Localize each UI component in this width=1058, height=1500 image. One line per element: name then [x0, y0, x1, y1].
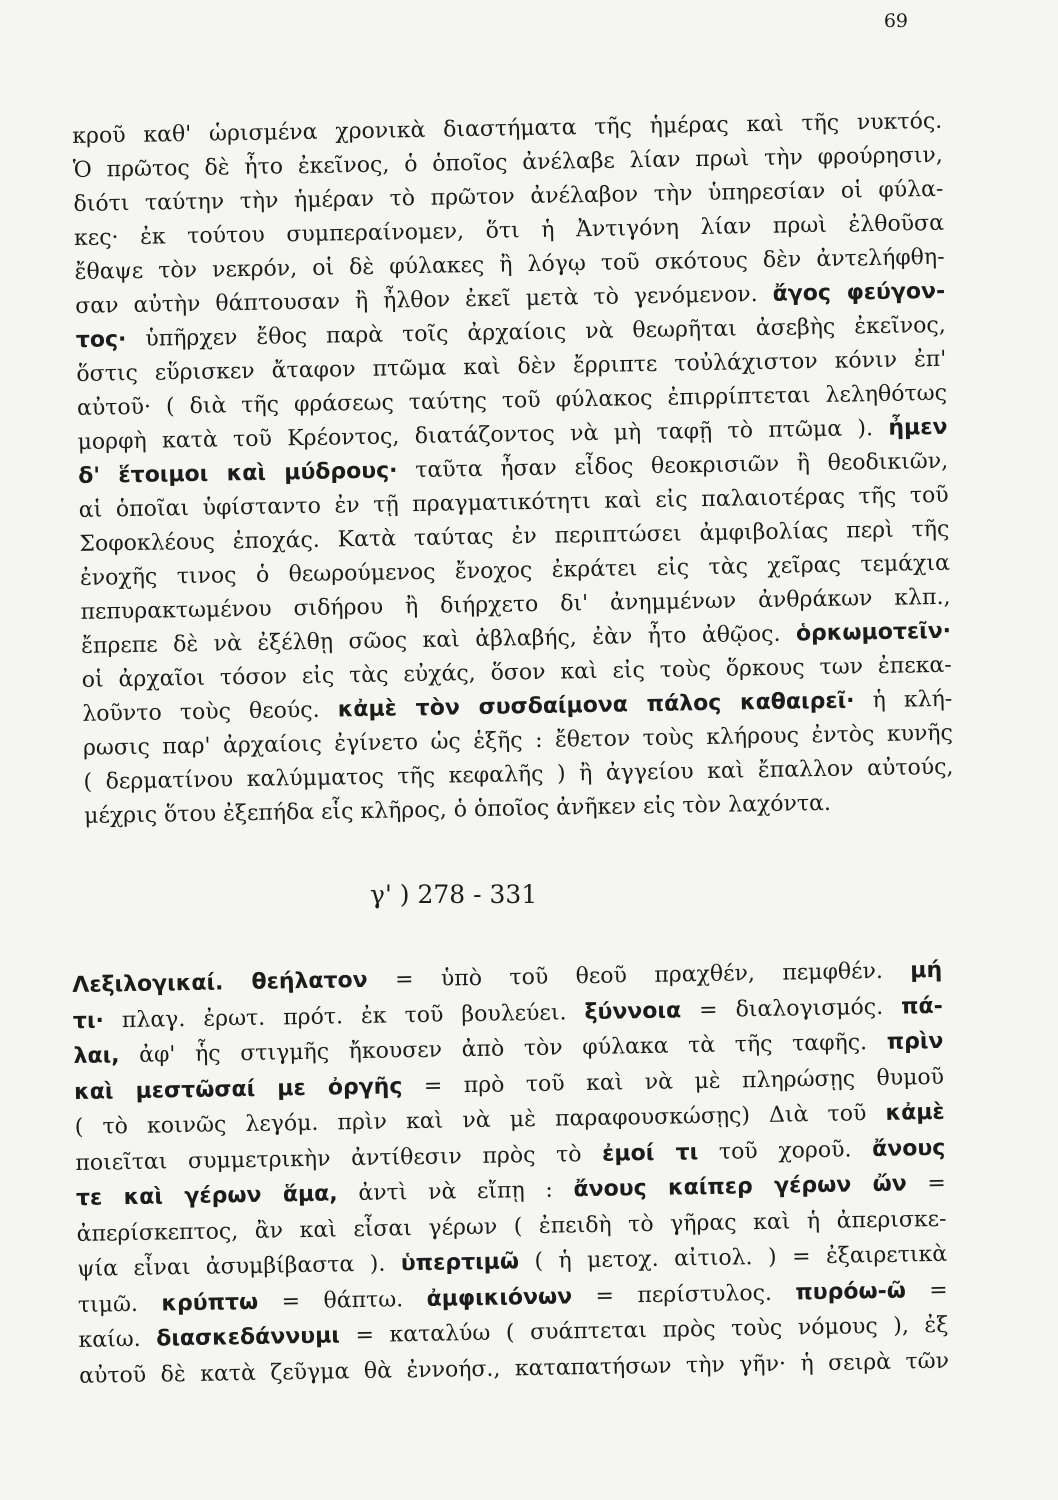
text-run: ἐνοχῆς τινος ὁ θεωρούμενος ἔνοχος ἐκράτει εἰς τὰς χεῖρας τεμάχια [79, 550, 951, 591]
text-run: ἡ κλή- [854, 686, 953, 714]
text-run: διότι ταύτην τὴν ἡμέραν τὸ πρῶτον ἀνέλαβον τὴν ὑπηρεσίαν οἱ φύλα- [73, 176, 944, 217]
bold-term: ἦμεν [888, 414, 948, 441]
text-run: αὐτοῦ· ( διὰ τῆς φράσεως ταύτης τοῦ φύλακος ἐπιρρίπτεται λεληθότως [76, 380, 948, 421]
section-heading: γ' ) 278 - 331 [370, 880, 538, 909]
bold-term: κἀμὲ [885, 1099, 945, 1126]
text-run: ( δερματίνου καλύμματος τῆς κεφαλῆς ) ἢ ἀγγείου καὶ ἔπαλλον αὐτούς, [83, 754, 954, 795]
bold-term: δ' ἕτοιμοι καὶ μύδρους· [78, 458, 398, 489]
text-run: Ὁ πρῶτος δὲ ἦτο ἐκεῖνος, ὁ ὁποῖος ἀνέλαβε λίαν πρωὶ τὴν φρούρησιν, [72, 142, 943, 183]
page-number: 69 [883, 10, 908, 32]
text-run: αἱ ὁποῖαι ὑφίσταντο ἐν τῇ πραγματικότητι καὶ εἰς παλαιοτέρας τῆς τοῦ [78, 482, 949, 523]
bold-term: πρὶν [886, 1028, 944, 1055]
bold-term: τος· [75, 327, 127, 353]
bold-term: ἄνους καίπερ γέρων ὤν [573, 1171, 907, 1203]
text-run: = περίστυλος. [571, 1279, 796, 1309]
bold-term: τε καὶ γέρων ἅμα, [75, 1181, 338, 1211]
bold-term: κἀμὲ τὸν συσδαίμονα πάλος καθαιρεῖ· [337, 688, 855, 723]
text-run: ἔθαψε τὸν νεκρόν, οἱ δὲ φύλακες ἢ λόγῳ τοῦ σκότους δὲν ἀντελήφθη- [74, 244, 945, 285]
text-run: μορφὴ κατὰ τοῦ Κρέοντος, διατάζοντος νὰ μὴ ταφῇ τὸ πτῶμα ). [77, 415, 889, 455]
text-run: ἀπερίσκεπτος, ἂν καὶ εἶσαι γέρων ( ἐπειδὴ τὸ γῆρας καὶ ἡ ἀπερισκε- [76, 1206, 947, 1247]
text-run: = καταλύω ( συάπτεται πρὸς τοὺς νόμους ), ἐξ [339, 1312, 949, 1349]
text-run: ψία εἶναι ἀσυμβίβαστα ). [77, 1251, 402, 1282]
text-run: ὑπῆρχεν ἔθος παρὰ τοῖς ἀρχαίοις νὰ θεωρῆται ἀσεβὴς ἐκεῖνος, [126, 312, 946, 353]
text-run: κες· ἐκ τούτου συμπεραίνομεν, ὅτι ἡ Ἀντιγόνη λίαν πρωὶ ἐλθοῦσα [73, 210, 945, 251]
text-run: μέχρις ὅτου ἐξεπήδα εἷς κλῆρος, ὁ ὁποῖος ἀνῆκεν εἰς τὸν λαχόντα. [83, 790, 832, 829]
bold-term: ὁρκωμοτεῖν· [795, 618, 952, 647]
text-run: ταῦτα ἦσαν εἶδος θεοκρισιῶν ἢ θεοδικιῶν, [397, 448, 949, 484]
text-run: σαν αὐτὴν θάπτουσαν ἢ ἦλθον ἐκεῖ μετὰ τὸ γενόμενον. [75, 281, 773, 319]
text-run: πλαγ. ἐρωτ. πρότ. ἐκ τοῦ βουλεύει. [103, 999, 585, 1033]
text-run: ἀφ' ἧς στιγμῆς ἤκουσεν ἀπὸ τὸν φύλακα τὰ τῆς ταφῆς. [119, 1029, 887, 1069]
text-run: ἀντὶ νὰ εἴπῃ : [337, 1177, 574, 1207]
vocabulary-paragraph [72, 953, 949, 1394]
text-run: αὐτοῦ δὲ κατὰ ζεῦγμα θὰ ἐννοήσ., καταπατήσων τὴν γῆν· ἡ σειρὰ τῶν [78, 1348, 950, 1389]
text-run: = [905, 1277, 948, 1303]
bold-term: διασκεδάννυμι [156, 1323, 341, 1352]
text-run: κροῦ καθ' ὡρισμένα χρονικὰ διαστήματα τῆς ἡμέρας καὶ τῆς νυκτός. [72, 108, 943, 149]
bold-term: τι· [72, 1007, 105, 1034]
commentary-paragraph [72, 105, 954, 834]
text-run: = θάπτω. [257, 1286, 427, 1315]
bold-term: ὑπερτιμῶ [400, 1249, 520, 1277]
text-run: πεπυρακτωμένου σιδήρου ἢ διήρχετο δι' ἀνημμένων ἀνθράκων κλπ., [80, 584, 951, 625]
bold-term: πυρόω-ῶ [795, 1277, 907, 1305]
bold-term: ἄνους [871, 1135, 946, 1162]
bold-term: ἀμφικιόνων [426, 1283, 573, 1312]
text-run: τοῦ χοροῦ. [698, 1136, 873, 1165]
bold-term: πά- [900, 993, 944, 1020]
text-run: καίω. [78, 1326, 157, 1353]
text-run: = διαλογισμός. [680, 994, 902, 1023]
text-run: = [906, 1170, 947, 1197]
text-run: οἱ ἀρχαῖοι τόσον εἰς τὰς εὐχάς, ὅσον καὶ εἰς τοὺς ὅρκους των ἐπεκα- [81, 652, 952, 693]
bold-term: μή [910, 957, 943, 984]
text-run: ὅστις εὕρισκεν ἄταφον πτῶμα καὶ δὲν ἔρριπτε τοὐλάχιστον κόνιν ἐπ' [76, 346, 947, 387]
text-run: Σοφοκλέους ἐποχάς. Κατὰ ταύτας ἐν περιπτώσει ἀμφιβολίας περὶ τῆς [79, 516, 950, 557]
text-run: ( τὸ κοινῶς λεγόμ. πρὶν καὶ νὰ μὲ παραφουσκώσῃς) Διὰ τοῦ [74, 1100, 886, 1140]
text-run: = ὑπὸ τοῦ θεοῦ πραχθέν, πεμφθέν. [367, 958, 911, 993]
bold-term: κρύπτω [161, 1289, 259, 1316]
bold-term: καὶ μεστῶσαί με ὀργῆς [73, 1073, 403, 1105]
text-run: ἔπρεπε δὲ νὰ ἐξέλθῃ σῶος καὶ ἀβλαβής, ἐὰν ἦτο ἀθῷος. [80, 621, 797, 659]
bold-term: ξύννοια [584, 997, 682, 1025]
bold-term: ἐμοί τι [601, 1139, 699, 1167]
bold-term: Λεξιλογικαί. θεήλατον [72, 967, 368, 998]
text-run: ( ἡ μετοχ. αἰτιολ. ) = ἐξαιρετικὰ [518, 1241, 948, 1275]
text-run: ρωσις παρ' ἀρχαίοις ἐγίνετο ὡς ἑξῆς : ἔθετον τοὺς κλήρους ἐντὸς κυνῆς [82, 720, 954, 761]
text-run: λοῦντο τοὺς θεούς. [82, 697, 338, 727]
bold-term: ἄγος φεύγον- [772, 278, 946, 307]
bold-term: λαι, [73, 1043, 120, 1069]
text-run: τιμῶ. [77, 1290, 162, 1318]
text-run: = πρὸ τοῦ καὶ νὰ μὲ πληρώσῃς θυμοῦ [402, 1064, 945, 1099]
text-run: ποιεῖται συμμετρικὴν ἀντίθεσιν πρὸς τὸ [75, 1141, 603, 1176]
